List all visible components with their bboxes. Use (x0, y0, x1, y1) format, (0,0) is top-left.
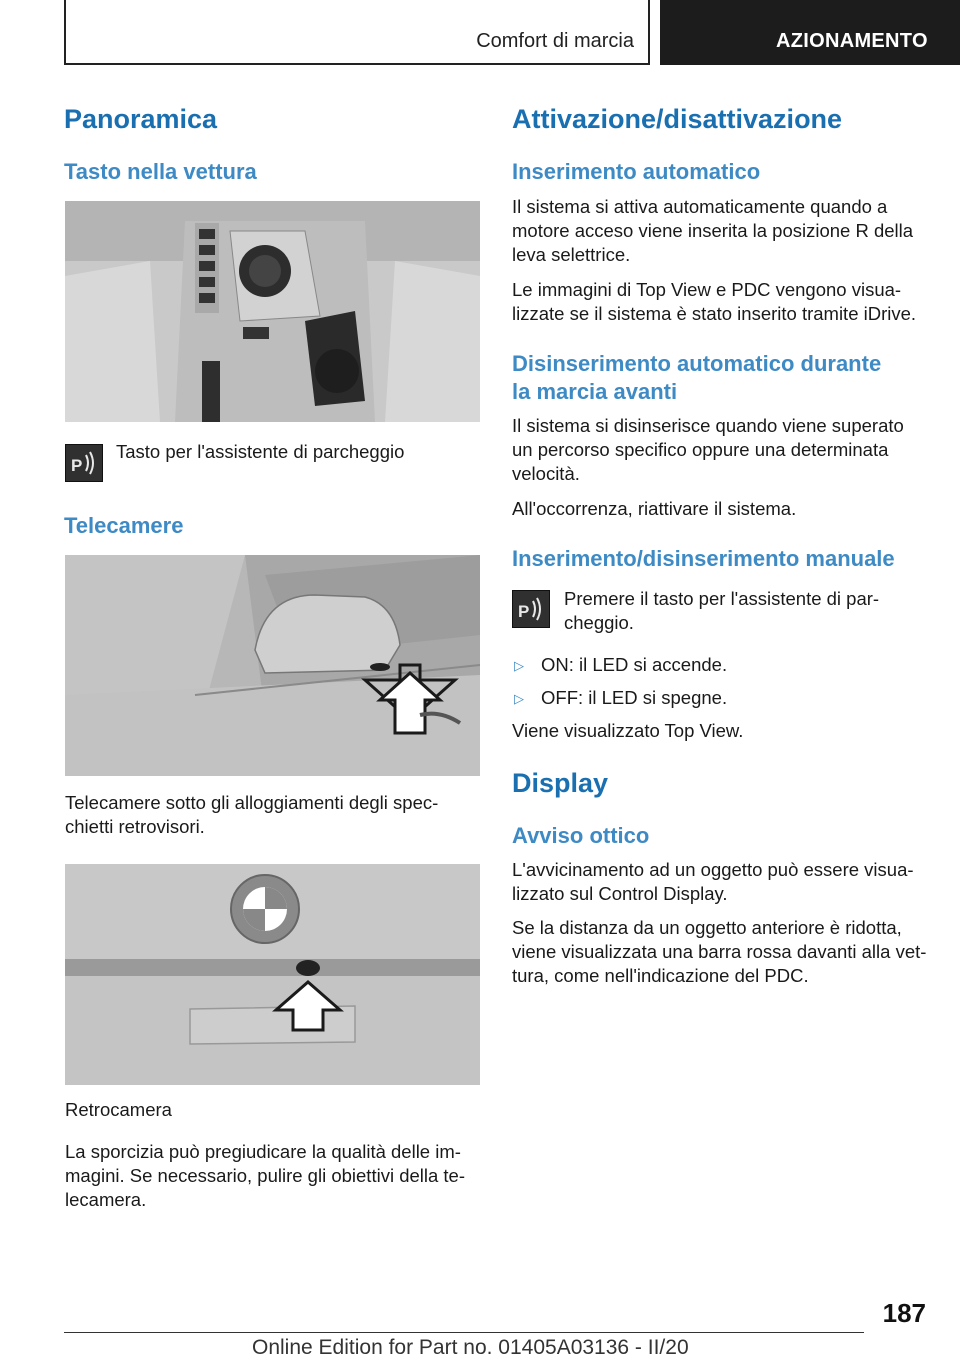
manual-text-line-2: cheggio. (564, 612, 634, 633)
auto-on-text (512, 195, 913, 267)
section-title-activation: Attivazione/disattivazione (512, 104, 843, 134)
visual-text2-line-1: Se la distanza da un oggetto anteriore è ridotta, (512, 917, 902, 938)
caption-side-cameras-line-2: chietti retrovisori. (65, 816, 205, 837)
caption-rear-camera: Retrocamera (65, 1099, 172, 1120)
svg-text:P: P (71, 456, 83, 475)
auto-off-text-line-1: Il sistema si disinserisce quando viene superato (512, 415, 904, 436)
heading-auto-on: Inserimento automatico (512, 159, 761, 184)
header-chapter-tab (660, 0, 960, 65)
auto-on-text2-line-2: lizzate se il sistema è stato inserito tramite iDrive. (512, 303, 917, 324)
triangle-bullet-icon: ▷ (514, 691, 524, 706)
auto-on-text-line-3: leva selettrice. (512, 244, 631, 265)
heading-visual-warning: Avviso ottico (512, 823, 650, 848)
manual-text (564, 587, 879, 635)
photo-center-console (65, 201, 480, 422)
caption-side-cameras (65, 791, 438, 839)
photo-side-mirror-camera (65, 555, 480, 776)
bullet-off: OFF: il LED si spegne. (541, 687, 728, 708)
visual-text2-line-2: viene visualizzata una barra rossa davanti alla vet- (512, 941, 927, 962)
heading-manual: Inserimento/disinserimento manuale (512, 546, 895, 571)
header-section-box (64, 0, 650, 65)
dirt-note (65, 1140, 465, 1212)
svg-text:P: P (518, 602, 530, 621)
heading-button-in-car: Tasto nella vettura (64, 159, 257, 184)
visual-text-line-2: lizzato sul Control Display. (512, 883, 728, 904)
section-title-display: Display (512, 768, 609, 798)
heading-auto-off-line-2: la marcia avanti (512, 379, 678, 404)
auto-on-text-line-1: Il sistema si attiva automaticamente quando a (512, 196, 888, 217)
dirt-note-line-2: magini. Se necessario, pulire gli obiettivi della te- (65, 1165, 466, 1186)
visual-text2-line-3: tura, come nell'indicazione del PDC. (512, 965, 809, 986)
caption-park-assistant-button: Tasto per l'assistente di parcheggio (116, 441, 405, 462)
footer-edition: Online Edition for Part no. 01405A03136 - II/20 (252, 1336, 689, 1359)
header-section-title: Comfort di marcia (476, 30, 634, 52)
auto-on-text-line-2: motore acceso viene inserita la posizione R della (512, 220, 914, 241)
triangle-bullet-icon: ▷ (514, 658, 524, 673)
visual-text (512, 858, 914, 906)
header-chapter-title: AZIONAMENTO (776, 30, 928, 52)
photo-rear-camera (65, 864, 480, 1085)
heading-auto-off-line-1: Disinserimento automatico durante (512, 351, 882, 376)
page-number: 187 (882, 1298, 926, 1328)
parking-assistant-icon (65, 444, 103, 482)
visual-text-2 (512, 916, 926, 988)
auto-on-text2-line-1: Le immagini di Top View e PDC vengono visua- (512, 279, 902, 300)
parking-assistant-icon (512, 590, 550, 628)
footer-divider (64, 1332, 864, 1333)
manual-result: Viene visualizzato Top View. (512, 720, 744, 741)
auto-off-text-line-3: velocità. (512, 463, 580, 484)
auto-on-text-2 (512, 278, 916, 326)
dirt-note-line-1: La sporcizia può pregiudicare la qualità delle im- (65, 1141, 461, 1162)
auto-off-text-2: All'occorrenza, riattivare il sistema. (512, 498, 797, 519)
dirt-note-line-3: lecamera. (65, 1189, 147, 1210)
auto-off-text (512, 414, 904, 486)
heading-auto-off (512, 350, 881, 406)
auto-off-text-line-2: un percorso specifico oppure una determinata (512, 439, 889, 460)
heading-cameras: Telecamere (64, 513, 184, 538)
caption-side-cameras-line-1: Telecamere sotto gli alloggiamenti degli spec- (65, 792, 439, 813)
bullet-on: ON: il LED si accende. (541, 654, 728, 675)
manual-text-line-1: Premere il tasto per l'assistente di par- (564, 588, 880, 609)
section-title-panoramica: Panoramica (64, 104, 218, 134)
visual-text-line-1: L'avvicinamento ad un oggetto può essere visua- (512, 859, 914, 880)
